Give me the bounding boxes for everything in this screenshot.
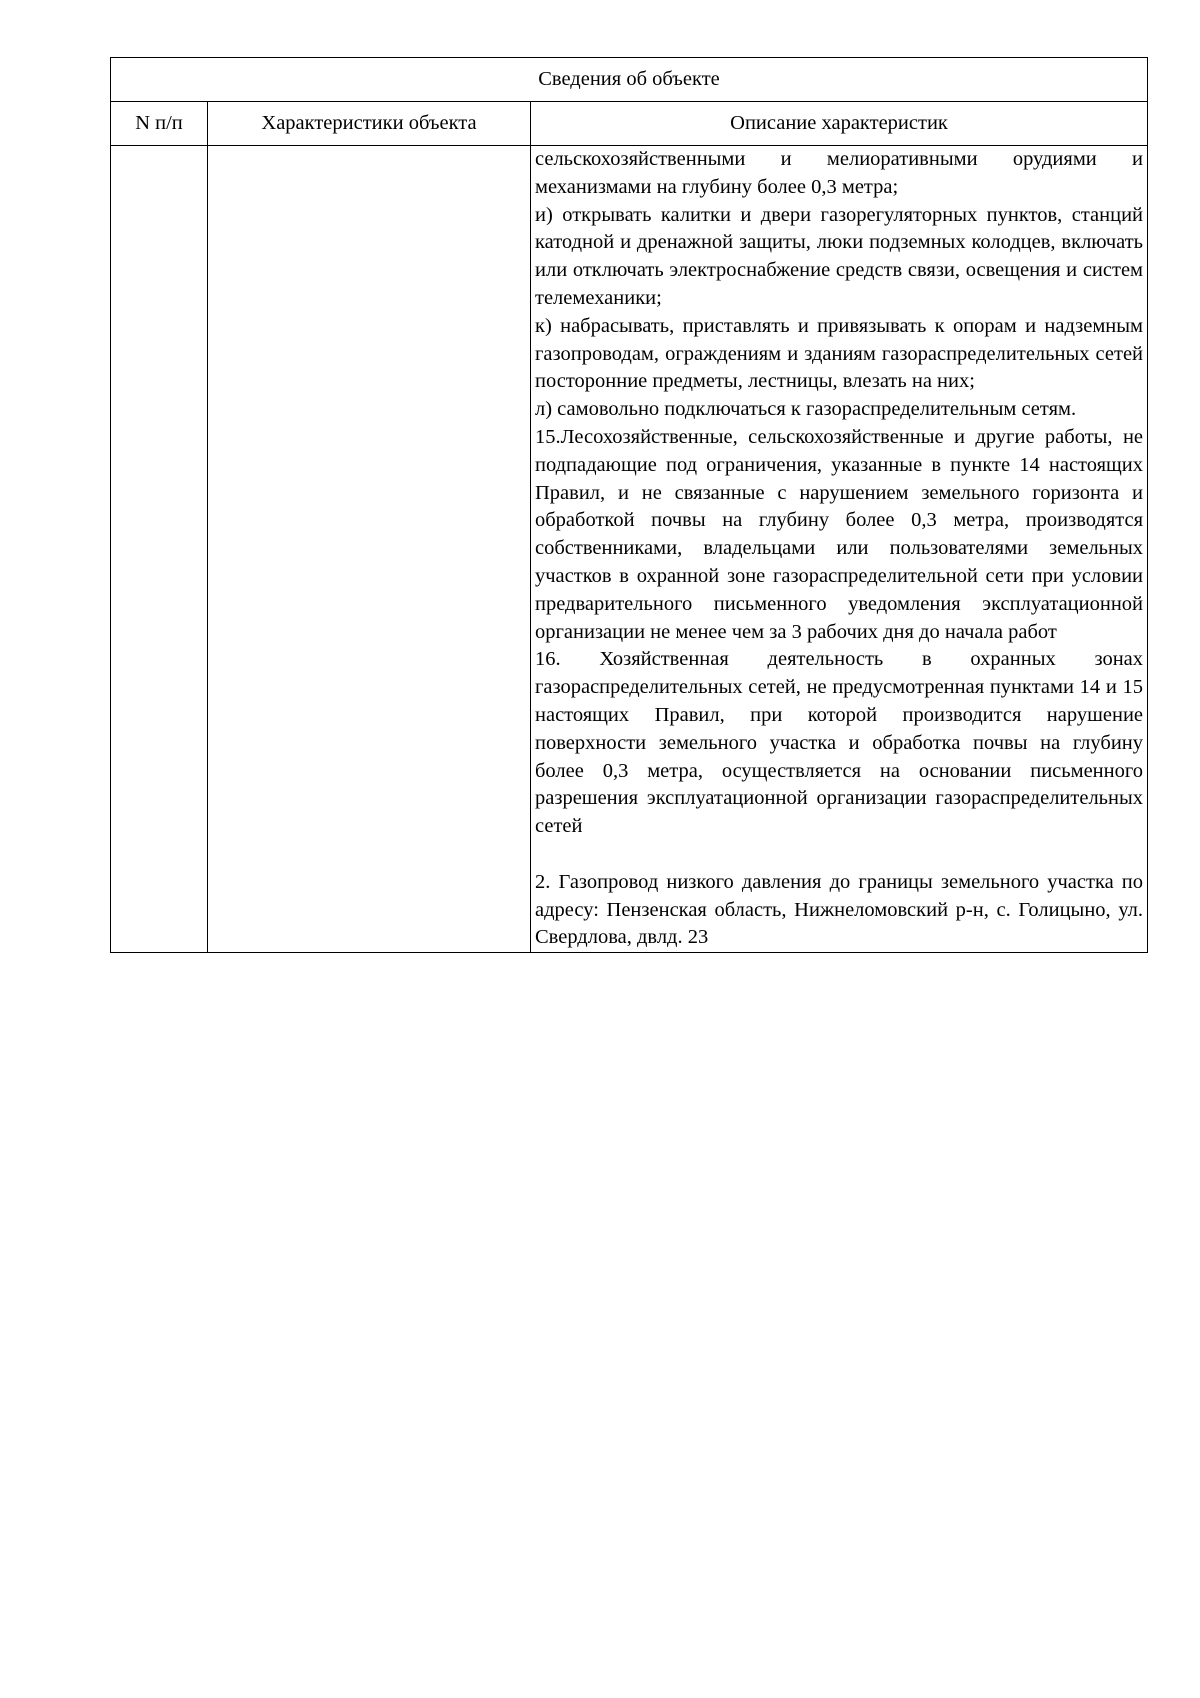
table-header-row (111, 102, 1148, 146)
description-paragraph-gas-pipeline: 2. Газопровод низкого давления до границы земельного участка по адресу: Пензенская область, Нижнеломовский р-н, с. Голицыно, ул. Свердлова, двлд. 23 (535, 870, 1144, 949)
header-description: Описание характеристик (531, 102, 1148, 146)
paragraph-spacer (535, 841, 1143, 869)
row-description-cell (531, 146, 1148, 953)
description-paragraph-16: 16. Хозяйственная деятельность в охранных зонах газораспределительных сетей, не предусмотренная пунктами 14 и 15 настоящих Правил, при которой производится нарушение поверхности земельного участка и обработка почвы на глубину более 0,3 метра, осуществляется на основании письменного разрешения эксплуатационной организации газораспределительных сетей (535, 648, 1144, 838)
row-characteristics-cell (208, 146, 531, 953)
description-paragraph-item-k: к) набрасывать, приставлять и привязывать к опорам и надземным газопроводам, ограждениям и зданиям газораспределительных сетей посторонние предметы, лестницы, влезать на них; (535, 314, 1144, 393)
description-paragraph-prohibition-continued: сельскохозяйственными и мелиоративными орудиями и механизмами на глубину более 0,3 метра; (535, 148, 1144, 198)
row-num-cell (111, 146, 208, 953)
header-num: N п/п (111, 102, 208, 146)
description-paragraph-15: 15.Лесохозяйственные, сельскохозяйственные и другие работы, не подпадающие под ограничения, указанные в пункте 14 настоящих Правил, и не связанные с нарушением земельного горизонта и обработкой почвы на глубину более 0,3 метра, производятся собственниками, владельцами или пользователями земельных участков в охранной зоне газораспределительной сети при условии предварительного письменного уведомления эксплуатационной организации не менее чем за 3 рабочих дня до начала работ (535, 425, 1144, 643)
description-paragraph-item-i: и) открывать калитки и двери газорегуляторных пунктов, станций катодной и дренажной защиты, люки подземных колодцев, включать или отключать электроснабжение средств связи, освещения и систем телемеханики; (535, 203, 1144, 309)
table-title: Сведения об объекте (111, 58, 1148, 102)
table-title-row (111, 58, 1148, 102)
table-row (111, 146, 1148, 953)
header-characteristics: Характеристики объекта (208, 102, 531, 146)
description-paragraph-item-l: л) самовольно подключаться к газораспределительным сетям. (535, 398, 1077, 421)
object-info-table (110, 57, 1148, 953)
